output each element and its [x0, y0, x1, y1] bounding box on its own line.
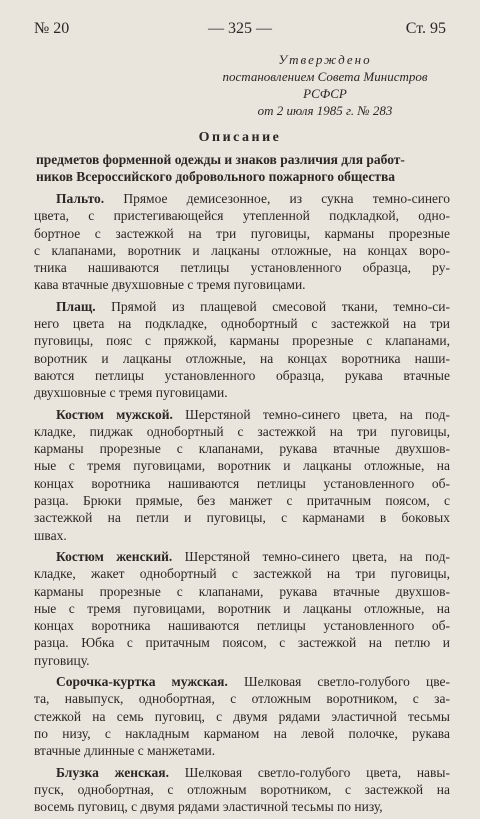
paragraph-line — [34, 725, 450, 742]
line-text: Прямое демисезонное, из сукна темно-синего — [104, 191, 450, 206]
line-text: Шелковая светло-голубого цвета, навы- — [168, 764, 450, 780]
paragraph-line — [34, 548, 450, 565]
paragraph-line — [34, 634, 450, 651]
line-text: кладке, жакет однобортный с застежкой на три пуговицы, — [34, 566, 450, 582]
line-text: разца. Брюки прямые, без манжет с притачным поясом, с — [34, 493, 450, 509]
paragraph-line — [34, 764, 450, 781]
paragraph-line — [34, 565, 450, 582]
paragraph-line — [34, 276, 450, 293]
item-term: Костюм женский. — [56, 548, 173, 564]
line-text: концах воротника нашиваются петлицы установленного об- — [34, 618, 450, 634]
paragraph-line — [34, 315, 450, 332]
line-text: по низу, с накладным карманом на левой полочке, рукава — [34, 725, 450, 741]
line-text: концах воротника нашиваются петлицы установленного об- — [34, 475, 450, 491]
line-text: пуговицу. — [34, 652, 90, 668]
approval-line: от 2 июля 1985 г. № 283 — [257, 103, 393, 118]
document-subtitle — [36, 151, 448, 185]
paragraph-line — [34, 242, 450, 259]
article-number: Ст. 95 — [405, 20, 446, 37]
paragraph — [34, 548, 450, 669]
line-text: карманы прорезные с клапанами, рукава втачные двухшов- — [34, 583, 450, 599]
line-text: Шерстяной темно-синего цвета, на под- — [172, 548, 450, 564]
line-text: пуговицы, пояс с пряжкой, карманы прорезные с клапанами, — [34, 333, 450, 349]
approval-line: РСФСР — [303, 86, 347, 101]
issue-number: № 20 — [34, 20, 70, 37]
paragraph-line — [34, 367, 450, 384]
approval-line: постановлением Совета Министров — [222, 69, 428, 84]
paragraph-line — [34, 457, 450, 474]
item-term: Костюм мужской. — [56, 406, 173, 422]
line-text: швах. — [34, 527, 67, 543]
paragraph-line — [34, 384, 450, 401]
line-text: него цвета на подкладке, однобортный с застежкой на три — [34, 316, 450, 332]
line-text: тника нашиваются петлицы установленного образца, ру- — [34, 260, 450, 276]
paragraph — [34, 673, 450, 759]
paragraph-line — [34, 708, 450, 725]
paragraph-line — [34, 600, 450, 617]
item-term: Сорочка-куртка мужская. — [56, 674, 228, 690]
subtitle-line: предметов форменной одежды и знаков различия для работ- — [36, 152, 405, 167]
paragraph-line — [34, 440, 450, 457]
line-text: двухшовные с тремя пуговицами. — [34, 385, 228, 401]
paragraph — [34, 298, 450, 402]
line-text: карманы прорезные с клапанами, рукава втачные двухшов- — [34, 441, 450, 457]
line-text: та, навыпуск, однобортная, с отложным воротником, с за- — [34, 691, 450, 707]
paragraph-line — [34, 798, 450, 815]
paragraph-line — [34, 190, 450, 207]
line-text: разца. Юбка с притачным поясом, с застежкой на петлю и — [34, 635, 450, 651]
item-term: Плащ. — [56, 298, 96, 314]
paragraph-line — [34, 207, 450, 224]
line-text: с клапанами, воротник и лацканы отложные, на концах воро- — [34, 242, 450, 258]
page-number: — 325 — — [208, 20, 272, 37]
approval-stamp — [200, 51, 450, 119]
document-title: Описание — [198, 130, 282, 145]
line-text: восемь пуговиц, с двумя рядами эластичной тесьмы по низу, — [34, 799, 383, 815]
paragraph-line — [34, 423, 450, 440]
paragraph-line — [34, 673, 450, 690]
paragraph-line — [34, 298, 450, 315]
paragraph-line — [34, 475, 450, 492]
line-text: стежкой на семь пуговиц, с двумя рядами эластичной тесьмы — [34, 708, 450, 724]
line-text: ные с тремя пуговицами, воротник и лацканы отложные, на — [34, 458, 450, 474]
paragraph-line — [34, 509, 450, 526]
paragraph-line — [34, 742, 450, 759]
paragraph-line — [34, 406, 450, 423]
line-text: кава втачные двухшовные с тремя пуговицами. — [34, 277, 306, 293]
paragraph-line — [34, 690, 450, 707]
line-text: застежкой на петли и пуговицы, с карманами в боковых — [34, 510, 450, 526]
paragraph-line — [34, 259, 450, 276]
paragraph-line — [34, 492, 450, 509]
paragraph-line — [34, 583, 450, 600]
document-body — [34, 190, 450, 819]
line-text: воротник и лацканы отложные, на концах воротника наши- — [34, 350, 450, 366]
approval-line: Утверждено — [278, 52, 372, 67]
subtitle-line: ников Всероссийского добровольного пожарного общества — [36, 169, 396, 184]
line-text: бортное с застежкой на три пуговицы, карманы прорезные — [34, 225, 450, 241]
paragraph — [34, 406, 450, 544]
line-text: Шерстяной темно-синего цвета, на под- — [172, 406, 450, 422]
item-term: Пальто. — [56, 191, 105, 206]
paragraph-line — [34, 527, 450, 544]
line-text: ные с тремя пуговицами, воротник и лацканы отложные, на — [34, 600, 450, 616]
paragraph — [34, 764, 450, 816]
line-text: кладке, пиджак однобортный с застежкой на три пуговицы, — [34, 423, 450, 439]
paragraph-line — [34, 332, 450, 349]
line-text: ваются петлицы установленного образца, рукава втачные — [34, 367, 450, 383]
item-term: Блузка женская. — [56, 764, 169, 780]
paragraph — [34, 190, 450, 294]
line-text: пуск, однобортная, с отложным воротником, с застежкой на — [34, 781, 450, 797]
paragraph-line — [34, 350, 450, 367]
paragraph-line — [34, 652, 450, 669]
paragraph-line — [34, 781, 450, 798]
line-text: цвета, с пристегивающейся утепленной подкладкой, одно- — [34, 208, 450, 224]
line-text: Шелковая светло-голубого цве- — [227, 674, 450, 690]
line-text: втачные длинные с манжетами. — [34, 743, 216, 759]
paragraph-line — [34, 225, 450, 242]
paragraph-line — [34, 617, 450, 634]
line-text: Прямой из плащевой смесовой ткани, темно-си- — [95, 298, 450, 314]
